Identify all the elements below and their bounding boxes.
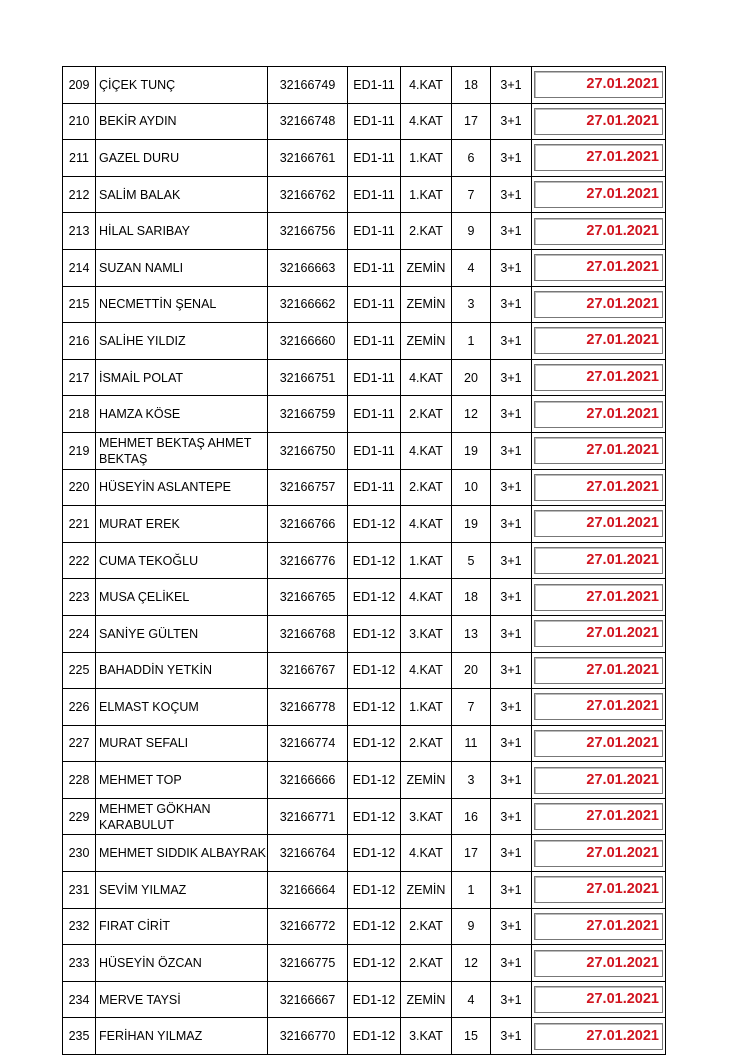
unit-type: 3+1 xyxy=(491,835,532,872)
unit-type: 3+1 xyxy=(491,432,532,469)
apartment-number: 18 xyxy=(452,67,491,104)
floor: 2.KAT xyxy=(401,213,452,250)
floor: 1.KAT xyxy=(401,542,452,579)
unit-type: 3+1 xyxy=(491,579,532,616)
record-id: 32166751 xyxy=(268,359,348,396)
row-number: 212 xyxy=(63,176,96,213)
owner-name: İSMAİL POLAT xyxy=(96,359,268,396)
date-value: 27.01.2021 xyxy=(534,657,663,684)
block-code: ED1-12 xyxy=(348,615,401,652)
unit-type: 3+1 xyxy=(491,67,532,104)
unit-type: 3+1 xyxy=(491,872,532,909)
table-row xyxy=(63,579,666,616)
block-code: ED1-12 xyxy=(348,1018,401,1055)
floor: 4.KAT xyxy=(401,835,452,872)
apartment-number: 4 xyxy=(452,249,491,286)
row-number: 235 xyxy=(63,1018,96,1055)
date-value: 27.01.2021 xyxy=(534,181,663,208)
owner-name: ELMAST KOÇUM xyxy=(96,689,268,726)
date-cell xyxy=(532,1018,666,1055)
record-id: 32166761 xyxy=(268,140,348,177)
floor: 1.KAT xyxy=(401,176,452,213)
unit-type: 3+1 xyxy=(491,689,532,726)
record-id: 32166664 xyxy=(268,872,348,909)
date-cell xyxy=(532,249,666,286)
block-code: ED1-11 xyxy=(348,140,401,177)
apartment-number: 19 xyxy=(452,506,491,543)
date-value: 27.01.2021 xyxy=(534,474,663,501)
apartment-number: 10 xyxy=(452,469,491,506)
unit-type: 3+1 xyxy=(491,542,532,579)
owner-name: BEKİR AYDIN xyxy=(96,103,268,140)
table-row xyxy=(63,1018,666,1055)
owner-name: NECMETTİN ŞENAL xyxy=(96,286,268,323)
floor: ZEMİN xyxy=(401,323,452,360)
date-value: 27.01.2021 xyxy=(534,291,663,318)
unit-type: 3+1 xyxy=(491,396,532,433)
row-number: 231 xyxy=(63,872,96,909)
row-number: 217 xyxy=(63,359,96,396)
table-row xyxy=(63,762,666,799)
apartment-number: 9 xyxy=(452,213,491,250)
apartment-number: 9 xyxy=(452,908,491,945)
date-value: 27.01.2021 xyxy=(534,218,663,245)
floor: 1.KAT xyxy=(401,140,452,177)
row-number: 229 xyxy=(63,798,96,835)
date-cell xyxy=(532,652,666,689)
date-cell xyxy=(532,798,666,835)
block-code: ED1-12 xyxy=(348,652,401,689)
floor: ZEMİN xyxy=(401,249,452,286)
block-code: ED1-12 xyxy=(348,689,401,726)
table-row xyxy=(63,286,666,323)
floor: 3.KAT xyxy=(401,798,452,835)
unit-type: 3+1 xyxy=(491,1018,532,1055)
row-number: 232 xyxy=(63,908,96,945)
date-value: 27.01.2021 xyxy=(534,730,663,757)
record-id: 32166765 xyxy=(268,579,348,616)
record-id: 32166667 xyxy=(268,981,348,1018)
floor: 4.KAT xyxy=(401,67,452,104)
row-number: 221 xyxy=(63,506,96,543)
block-code: ED1-12 xyxy=(348,579,401,616)
apartment-number: 4 xyxy=(452,981,491,1018)
record-id: 32166764 xyxy=(268,835,348,872)
table-row xyxy=(63,981,666,1018)
date-value: 27.01.2021 xyxy=(534,693,663,720)
row-number: 210 xyxy=(63,103,96,140)
date-cell xyxy=(532,579,666,616)
date-cell xyxy=(532,506,666,543)
date-cell xyxy=(532,103,666,140)
date-value: 27.01.2021 xyxy=(534,254,663,281)
table-row xyxy=(63,140,666,177)
floor: 4.KAT xyxy=(401,652,452,689)
date-value: 27.01.2021 xyxy=(534,547,663,574)
date-cell xyxy=(532,140,666,177)
record-id: 32166762 xyxy=(268,176,348,213)
apartment-number: 1 xyxy=(452,872,491,909)
table-row xyxy=(63,908,666,945)
block-code: ED1-12 xyxy=(348,872,401,909)
record-id: 32166771 xyxy=(268,798,348,835)
block-code: ED1-12 xyxy=(348,945,401,982)
owner-name: ÇİÇEK TUNÇ xyxy=(96,67,268,104)
apartment-number: 6 xyxy=(452,140,491,177)
apartment-number: 11 xyxy=(452,725,491,762)
record-id: 32166660 xyxy=(268,323,348,360)
floor: 2.KAT xyxy=(401,908,452,945)
record-id: 32166775 xyxy=(268,945,348,982)
date-value: 27.01.2021 xyxy=(534,950,663,977)
table-row xyxy=(63,396,666,433)
record-id: 32166748 xyxy=(268,103,348,140)
row-number: 211 xyxy=(63,140,96,177)
record-id: 32166756 xyxy=(268,213,348,250)
floor: 2.KAT xyxy=(401,725,452,762)
record-id: 32166778 xyxy=(268,689,348,726)
date-value: 27.01.2021 xyxy=(534,401,663,428)
date-cell xyxy=(532,323,666,360)
apartment-number: 3 xyxy=(452,762,491,799)
block-code: ED1-12 xyxy=(348,981,401,1018)
date-value: 27.01.2021 xyxy=(534,71,663,98)
apartment-number: 13 xyxy=(452,615,491,652)
unit-type: 3+1 xyxy=(491,506,532,543)
owner-name: MEHMET TOP xyxy=(96,762,268,799)
owner-name: MEHMET BEKTAŞ AHMET BEKTAŞ xyxy=(96,432,268,469)
owner-name: HÜSEYİN ASLANTEPE xyxy=(96,469,268,506)
table-row xyxy=(63,506,666,543)
block-code: ED1-11 xyxy=(348,323,401,360)
apartment-number: 20 xyxy=(452,359,491,396)
owner-name: BAHADDİN YETKİN xyxy=(96,652,268,689)
owner-name: MEHMET GÖKHAN KARABULUT xyxy=(96,798,268,835)
block-code: ED1-12 xyxy=(348,762,401,799)
floor: 4.KAT xyxy=(401,103,452,140)
table-row xyxy=(63,432,666,469)
date-cell xyxy=(532,615,666,652)
floor: 4.KAT xyxy=(401,506,452,543)
table-row xyxy=(63,469,666,506)
block-code: ED1-12 xyxy=(348,908,401,945)
table-row xyxy=(63,615,666,652)
date-value: 27.01.2021 xyxy=(534,584,663,611)
table-row xyxy=(63,249,666,286)
owner-name: SALİM BALAK xyxy=(96,176,268,213)
date-value: 27.01.2021 xyxy=(534,840,663,867)
date-value: 27.01.2021 xyxy=(534,364,663,391)
table-row xyxy=(63,542,666,579)
owner-name: SANİYE GÜLTEN xyxy=(96,615,268,652)
owner-name: SEVİM YILMAZ xyxy=(96,872,268,909)
apartment-number: 15 xyxy=(452,1018,491,1055)
record-id: 32166666 xyxy=(268,762,348,799)
owner-name: MERVE TAYSİ xyxy=(96,981,268,1018)
date-value: 27.01.2021 xyxy=(534,144,663,171)
date-cell xyxy=(532,689,666,726)
apartment-number: 1 xyxy=(452,323,491,360)
unit-type: 3+1 xyxy=(491,140,532,177)
table-row xyxy=(63,359,666,396)
apartment-number: 20 xyxy=(452,652,491,689)
apartment-number: 12 xyxy=(452,396,491,433)
apartment-number: 7 xyxy=(452,176,491,213)
record-id: 32166774 xyxy=(268,725,348,762)
unit-type: 3+1 xyxy=(491,762,532,799)
date-cell xyxy=(532,872,666,909)
owner-name: HİLAL SARIBAY xyxy=(96,213,268,250)
date-cell xyxy=(532,542,666,579)
table-body xyxy=(63,67,666,1055)
apartment-number: 12 xyxy=(452,945,491,982)
row-number: 216 xyxy=(63,323,96,360)
owner-name: GAZEL DURU xyxy=(96,140,268,177)
owner-name: MUSA ÇELİKEL xyxy=(96,579,268,616)
record-id: 32166662 xyxy=(268,286,348,323)
row-number: 225 xyxy=(63,652,96,689)
owner-name: SUZAN NAMLI xyxy=(96,249,268,286)
date-cell xyxy=(532,762,666,799)
record-id: 32166768 xyxy=(268,615,348,652)
unit-type: 3+1 xyxy=(491,249,532,286)
row-number: 224 xyxy=(63,615,96,652)
unit-type: 3+1 xyxy=(491,469,532,506)
unit-type: 3+1 xyxy=(491,103,532,140)
block-code: ED1-11 xyxy=(348,103,401,140)
floor: 1.KAT xyxy=(401,689,452,726)
block-code: ED1-11 xyxy=(348,176,401,213)
owner-name: HAMZA KÖSE xyxy=(96,396,268,433)
floor: 2.KAT xyxy=(401,945,452,982)
floor: ZEMİN xyxy=(401,286,452,323)
unit-type: 3+1 xyxy=(491,213,532,250)
table-row xyxy=(63,835,666,872)
block-code: ED1-12 xyxy=(348,835,401,872)
owner-name: HÜSEYİN ÖZCAN xyxy=(96,945,268,982)
owner-name: FERİHAN YILMAZ xyxy=(96,1018,268,1055)
floor: 4.KAT xyxy=(401,432,452,469)
table-row xyxy=(63,67,666,104)
block-code: ED1-11 xyxy=(348,469,401,506)
table-row xyxy=(63,945,666,982)
unit-type: 3+1 xyxy=(491,945,532,982)
apartment-number: 17 xyxy=(452,103,491,140)
floor: 3.KAT xyxy=(401,615,452,652)
table-row xyxy=(63,103,666,140)
record-id: 32166766 xyxy=(268,506,348,543)
table-row xyxy=(63,725,666,762)
block-code: ED1-11 xyxy=(348,432,401,469)
unit-type: 3+1 xyxy=(491,908,532,945)
table-row xyxy=(63,652,666,689)
date-cell xyxy=(532,67,666,104)
date-cell xyxy=(532,176,666,213)
record-id: 32166757 xyxy=(268,469,348,506)
unit-type: 3+1 xyxy=(491,286,532,323)
block-code: ED1-11 xyxy=(348,396,401,433)
floor: 3.KAT xyxy=(401,1018,452,1055)
row-number: 219 xyxy=(63,432,96,469)
owner-name: FIRAT CİRİT xyxy=(96,908,268,945)
unit-type: 3+1 xyxy=(491,798,532,835)
date-cell xyxy=(532,432,666,469)
apartment-number: 7 xyxy=(452,689,491,726)
block-code: ED1-12 xyxy=(348,725,401,762)
date-value: 27.01.2021 xyxy=(534,767,663,794)
block-code: ED1-12 xyxy=(348,542,401,579)
date-cell xyxy=(532,396,666,433)
apartment-number: 3 xyxy=(452,286,491,323)
floor: ZEMİN xyxy=(401,872,452,909)
block-code: ED1-11 xyxy=(348,67,401,104)
row-number: 233 xyxy=(63,945,96,982)
floor: 4.KAT xyxy=(401,579,452,616)
unit-type: 3+1 xyxy=(491,725,532,762)
unit-type: 3+1 xyxy=(491,323,532,360)
record-id: 32166749 xyxy=(268,67,348,104)
date-cell xyxy=(532,359,666,396)
date-value: 27.01.2021 xyxy=(534,510,663,537)
row-number: 218 xyxy=(63,396,96,433)
row-number: 223 xyxy=(63,579,96,616)
date-cell xyxy=(532,908,666,945)
floor: 2.KAT xyxy=(401,396,452,433)
apartment-number: 19 xyxy=(452,432,491,469)
date-value: 27.01.2021 xyxy=(534,986,663,1013)
apartment-number: 16 xyxy=(452,798,491,835)
row-number: 227 xyxy=(63,725,96,762)
row-number: 213 xyxy=(63,213,96,250)
record-id: 32166750 xyxy=(268,432,348,469)
date-cell xyxy=(532,286,666,323)
row-number: 222 xyxy=(63,542,96,579)
unit-type: 3+1 xyxy=(491,176,532,213)
date-value: 27.01.2021 xyxy=(534,108,663,135)
floor: ZEMİN xyxy=(401,762,452,799)
date-cell xyxy=(532,981,666,1018)
row-number: 226 xyxy=(63,689,96,726)
date-cell xyxy=(532,835,666,872)
table-row xyxy=(63,176,666,213)
unit-type: 3+1 xyxy=(491,652,532,689)
row-number: 230 xyxy=(63,835,96,872)
owner-name: MURAT EREK xyxy=(96,506,268,543)
date-value: 27.01.2021 xyxy=(534,913,663,940)
unit-type: 3+1 xyxy=(491,359,532,396)
record-id: 32166767 xyxy=(268,652,348,689)
block-code: ED1-11 xyxy=(348,213,401,250)
date-cell xyxy=(532,945,666,982)
date-value: 27.01.2021 xyxy=(534,327,663,354)
row-number: 234 xyxy=(63,981,96,1018)
floor: 2.KAT xyxy=(401,469,452,506)
owner-name: SALİHE YILDIZ xyxy=(96,323,268,360)
date-value: 27.01.2021 xyxy=(534,876,663,903)
table-row xyxy=(63,798,666,835)
record-id: 32166663 xyxy=(268,249,348,286)
row-number: 214 xyxy=(63,249,96,286)
block-code: ED1-12 xyxy=(348,506,401,543)
owner-name: MEHMET SIDDIK ALBAYRAK xyxy=(96,835,268,872)
date-value: 27.01.2021 xyxy=(534,620,663,647)
block-code: ED1-11 xyxy=(348,249,401,286)
apartment-number: 18 xyxy=(452,579,491,616)
floor: 4.KAT xyxy=(401,359,452,396)
apartment-number: 17 xyxy=(452,835,491,872)
date-value: 27.01.2021 xyxy=(534,803,663,830)
date-cell xyxy=(532,725,666,762)
floor: ZEMİN xyxy=(401,981,452,1018)
owner-name: CUMA TEKOĞLU xyxy=(96,542,268,579)
record-id: 32166776 xyxy=(268,542,348,579)
owner-name: MURAT SEFALI xyxy=(96,725,268,762)
record-id: 32166772 xyxy=(268,908,348,945)
date-cell xyxy=(532,469,666,506)
table-row xyxy=(63,323,666,360)
row-number: 220 xyxy=(63,469,96,506)
record-id: 32166759 xyxy=(268,396,348,433)
date-value: 27.01.2021 xyxy=(534,437,663,464)
block-code: ED1-12 xyxy=(348,798,401,835)
record-id: 32166770 xyxy=(268,1018,348,1055)
block-code: ED1-11 xyxy=(348,286,401,323)
date-cell xyxy=(532,213,666,250)
row-number: 228 xyxy=(63,762,96,799)
apartment-number: 5 xyxy=(452,542,491,579)
allocation-table xyxy=(62,66,666,1055)
unit-type: 3+1 xyxy=(491,615,532,652)
date-value: 27.01.2021 xyxy=(534,1023,663,1050)
unit-type: 3+1 xyxy=(491,981,532,1018)
row-number: 215 xyxy=(63,286,96,323)
table-row xyxy=(63,213,666,250)
row-number: 209 xyxy=(63,67,96,104)
table-row xyxy=(63,689,666,726)
block-code: ED1-11 xyxy=(348,359,401,396)
table-row xyxy=(63,872,666,909)
